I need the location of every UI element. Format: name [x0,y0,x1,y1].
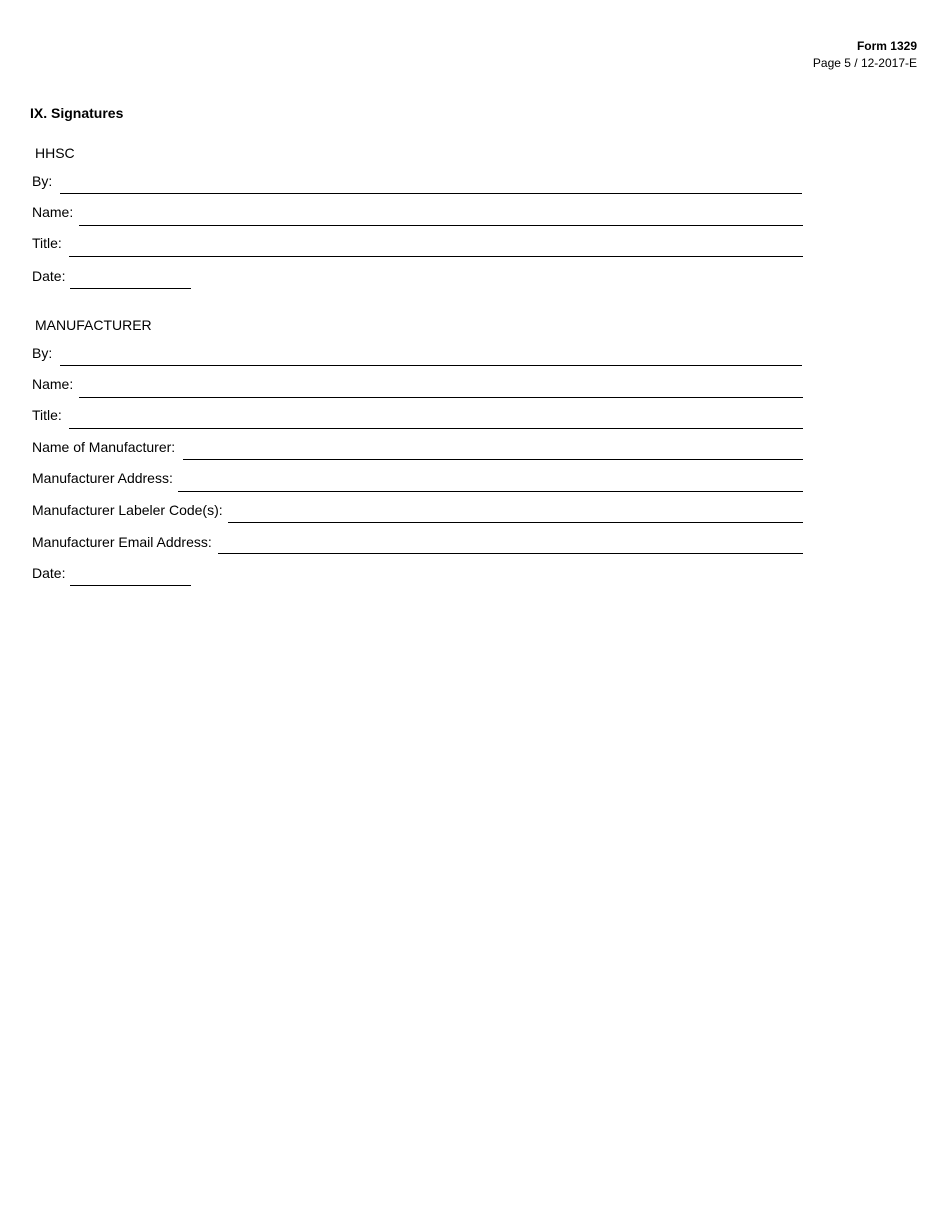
hhsc-by-label: By: [32,173,53,189]
manufacturer-date-field[interactable] [70,585,191,586]
hhsc-title-label: Title: [32,235,62,251]
manufacturer-labeler-code-field[interactable] [228,522,803,523]
hhsc-name-label: Name: [32,204,74,220]
manufacturer-address-field[interactable] [178,491,803,492]
manufacturer-date-label: Date: [32,565,66,581]
manufacturer-title-field[interactable] [69,428,803,429]
manufacturer-email-field[interactable] [218,553,803,554]
manufacturer-name-field[interactable] [79,397,803,398]
hhsc-party-label: HHSC [35,145,75,161]
manufacturer-address-label: Manufacturer Address: [32,470,173,486]
manufacturer-labeler-code-label: Manufacturer Labeler Code(s): [32,502,223,518]
hhsc-by-signature-line[interactable] [60,193,802,194]
hhsc-title-field[interactable] [69,256,803,257]
manufacturer-name-label: Name: [32,376,74,392]
form-number: Form 1329 [856,39,917,53]
hhsc-date-field[interactable] [70,288,191,289]
manufacturer-company-name-field[interactable] [183,459,803,460]
hhsc-date-label: Date: [32,268,66,284]
manufacturer-email-label: Manufacturer Email Address: [32,534,212,550]
hhsc-name-field[interactable] [79,225,803,226]
manufacturer-by-signature-line[interactable] [60,365,802,366]
page-header [813,38,917,72]
manufacturer-title-label: Title: [32,407,62,423]
manufacturer-company-name-label: Name of Manufacturer: [32,439,176,455]
page-info: Page 5 / 12-2017-E [812,56,917,70]
section-title: IX. Signatures [30,105,124,121]
manufacturer-party-label: MANUFACTURER [35,317,152,333]
manufacturer-by-label: By: [32,345,53,361]
